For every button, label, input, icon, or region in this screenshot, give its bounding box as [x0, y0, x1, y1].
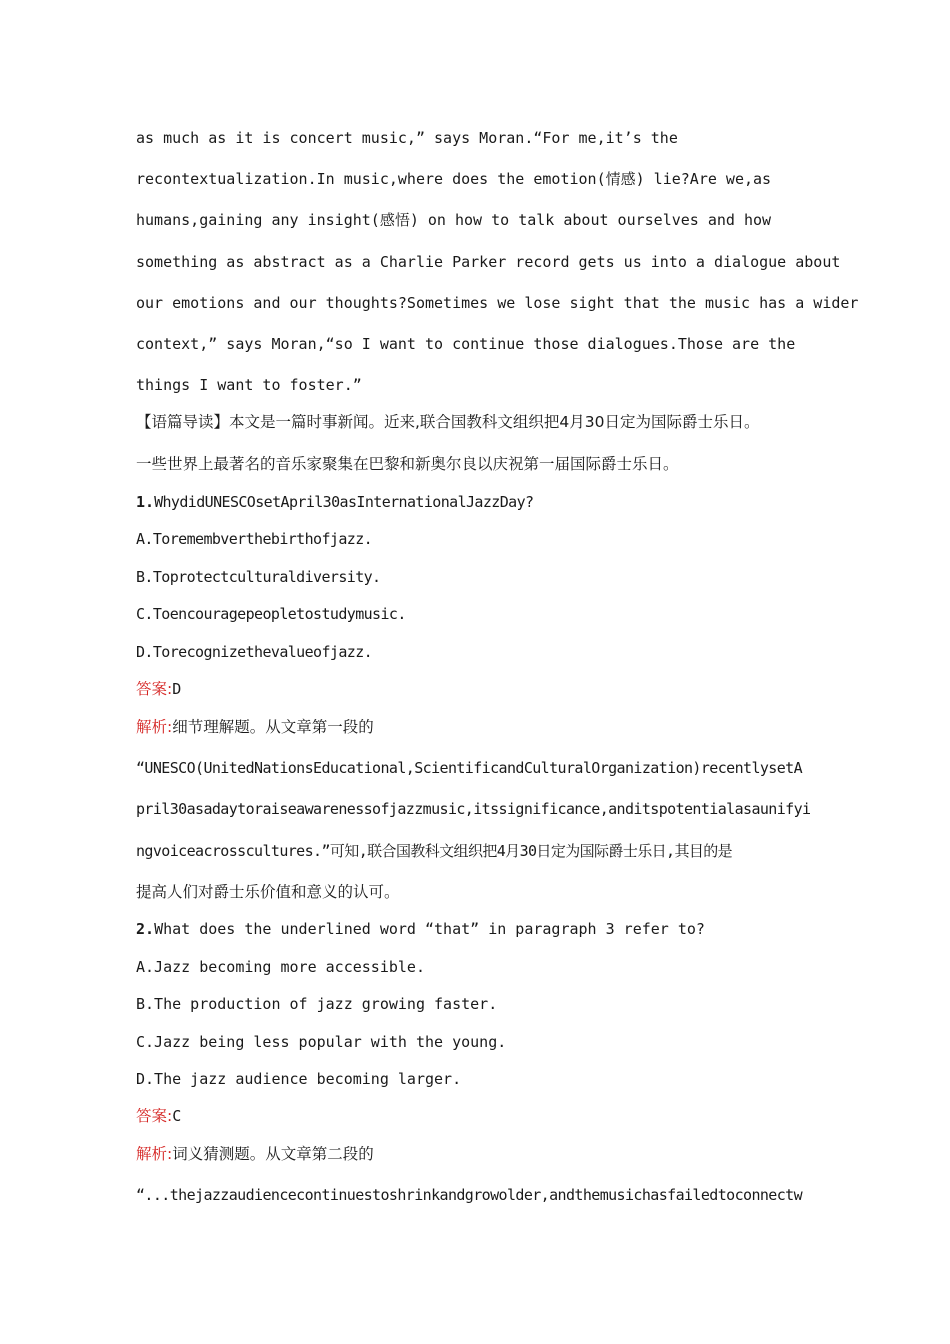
analysis-2: [136, 1144, 374, 1164]
analysis-label: 解析:: [136, 718, 173, 736]
analysis-line: pril30asadaytoraiseawarenessofjazzmusic,itssignificance,anditspotentialasaunifyi: [136, 800, 811, 818]
analysis-1: [136, 717, 374, 737]
analysis-text: 词义猜测题。从文章第二段的: [172, 1145, 374, 1163]
question-stem: WhydidUNESCOsetApril30asInternationalJazzDay?: [154, 493, 534, 511]
option-a: A.Toremembverthebirthofjazz.: [136, 530, 373, 548]
analysis-text: 细节理解题。从文章第一段的: [172, 718, 374, 736]
question-1: [136, 492, 533, 512]
answer-2: [136, 1106, 181, 1126]
passage-line: context,” says Moran,“so I want to continue those dialogues.Those are the: [136, 335, 796, 353]
option-c: C.Toencouragepeopletostudymusic.: [136, 605, 406, 623]
analysis-line: ngvoiceacrosscultures.”可知,联合国教科文组织把4月30日定为国际爵士乐日,其目的是: [136, 842, 733, 860]
option-c: C.Jazz being less popular with the young.: [136, 1033, 507, 1051]
answer-value: D: [172, 680, 182, 698]
analysis-line: “UNESCO(UnitedNationsEducational,ScientificandCulturalOrganization)recentlysetA: [136, 759, 803, 777]
passage-line: something as abstract as a Charlie Parker record gets us into a dialogue about: [136, 253, 841, 271]
option-b: B.The production of jazz growing faster.: [136, 995, 498, 1013]
option-d: D.The jazz audience becoming larger.: [136, 1070, 462, 1088]
passage-line: our emotions and our thoughts?Sometimes we lose sight that the music has a wider: [136, 294, 859, 312]
reading-guide: 【语篇导读】本文是一篇时事新闻。近来,联合国教科文组织把4月30日定为国际爵士乐日。: [136, 413, 760, 431]
reading-guide: 一些世界上最著名的音乐家聚集在巴黎和新奥尔良以庆祝第一届国际爵士乐日。: [136, 455, 679, 473]
passage-line: things I want to foster.”: [136, 376, 362, 394]
answer-value: C: [172, 1107, 182, 1125]
analysis-line: “...thejazzaudiencecontinuestoshrinkandgrowolder,andthemusichasfailedtoconnectw: [136, 1186, 803, 1204]
question-number: 1.: [136, 493, 155, 511]
analysis-label: 解析:: [136, 1145, 173, 1163]
question-number: 2.: [136, 920, 155, 938]
passage-line: as much as it is concert music,” says Moran.“For me,it’s the: [136, 129, 678, 147]
answer-1: [136, 679, 181, 699]
option-b: B.Toprotectculturaldiversity.: [136, 568, 381, 586]
question-2: [136, 919, 705, 939]
option-a: A.Jazz becoming more accessible.: [136, 958, 425, 976]
option-d: D.Torecognizethevalueofjazz.: [136, 643, 373, 661]
answer-label: 答案:: [136, 1107, 173, 1125]
passage-line: recontextualization.In music,where does the emotion(情感) lie?Are we,as: [136, 170, 772, 188]
passage-line: humans,gaining any insight(感悟) on how to talk about ourselves and how: [136, 211, 772, 229]
question-stem: What does the underlined word “that” in paragraph 3 refer to?: [154, 920, 705, 938]
analysis-line: 提高人们对爵士乐价值和意义的认可。: [136, 883, 400, 901]
answer-label: 答案:: [136, 680, 173, 698]
